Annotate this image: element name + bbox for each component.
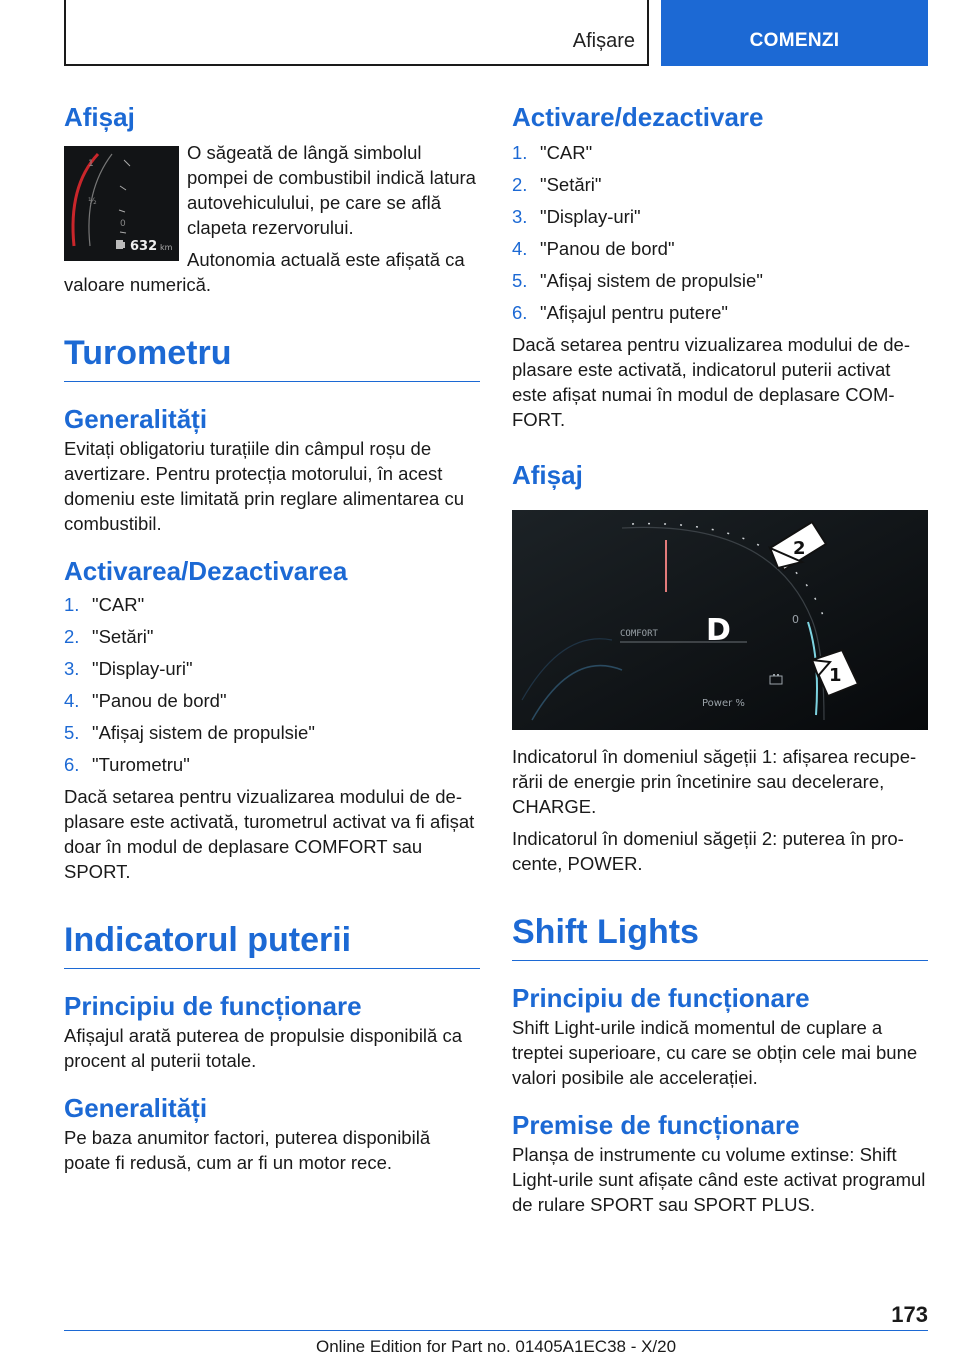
list-item: 1. "CAR" — [64, 594, 145, 615]
premise-paragraph: Planșa de instrumente cu volume extinse: Shift Light-urile sunt afișate când este activat programul de rulare SPORT sau SPORT PLUS. — [512, 1144, 926, 1215]
section-label: Afișare — [572, 30, 635, 52]
afisaj-right-paragraph-1: Indicatorul în domeniul săgeții 1: afișarea recuperării de energie prin încetinire sau decelerare, CHARGE. — [512, 746, 917, 817]
list-item: 3. "Display-uri" — [512, 206, 641, 227]
list-item: 5. "Afișaj sistem de propulsie" — [512, 270, 763, 291]
list-item: 3. "Display-uri" — [64, 658, 193, 679]
generalitati-paragraph-1: Evitați obligatoriu turațiile din câmpul roșu de avertizare. Pentru protecția motorului, în acest domeniu este limitată prin reglare alimentarea cu combustibil. — [64, 438, 465, 534]
mode-label: COMFORT — [620, 629, 658, 639]
left-steps-list — [64, 592, 480, 777]
principiu-paragraph-right: Shift Light-urile indică momentul de cuplare a treptei superioare, cu care se obțin cele mai bune valori posibile ale accelerației. — [512, 1017, 918, 1088]
fuel-mark-half: ½ — [88, 197, 97, 207]
fuel-mark-empty: 0 — [120, 219, 126, 229]
afisaj-right-paragraph-2: Indicatorul în domeniul săgeții 2: puterea în procente, POWER. — [512, 828, 904, 874]
footer-divider — [64, 1330, 928, 1331]
list-item: 2. "Setări" — [64, 626, 154, 647]
principiu-heading-right: Principiu de funcționare — [512, 983, 810, 1013]
power-display-image — [512, 510, 928, 730]
list-item: 6. "Turometru" — [64, 754, 190, 775]
page-header — [64, 0, 928, 66]
list-item: 1. "CAR" — [512, 142, 593, 163]
indicatorul-heading: Indicatorul puterii — [64, 921, 352, 959]
principiu-heading-left: Principiu de funcționare — [64, 991, 362, 1021]
generalitati-paragraph-2: Pe baza anumitor factori, puterea disponibilă poate fi redusă, cum ar fi un motor rece. — [64, 1127, 431, 1173]
afisaj-heading-right: Afișaj — [512, 460, 583, 490]
arrow-1-label: 1 — [829, 665, 842, 686]
generalitati-heading-1: Generalități — [64, 404, 208, 434]
generalitati-heading-2: Generalități — [64, 1093, 208, 1123]
chapter-tab — [661, 0, 928, 66]
power-zero-mark: 0 — [792, 613, 799, 626]
activare-heading: Activare/dezactivare — [512, 102, 764, 132]
list-item: 4. "Panou de bord" — [512, 238, 675, 259]
activarea-paragraph: Dacă setarea pentru vizualizarea modului de deplasare este activată, turometrul activat va fi afișat doar în modul de deplasare COMFORT sau SPORT. — [64, 786, 475, 882]
shift-lights-heading: Shift Lights — [512, 913, 699, 951]
activarea-heading: Activarea/Dezactivarea — [64, 556, 348, 586]
activare-paragraph: Dacă setarea pentru vizualizarea modului de deplasare este activată, indicatorul puterii activat este afișat numai în modul de deplasare COMFORT. — [512, 334, 910, 430]
list-item: 6. "Afișajul pentru putere" — [512, 302, 728, 323]
power-label: Power % — [702, 698, 745, 709]
afisaj-paragraph-1: O săgeată de lângă simbolul pompei de combustibil indică latura autovehiculului, pe care se află clapeta rezervorului. — [187, 142, 476, 238]
list-item: 5. "Afișaj sistem de propulsie" — [64, 722, 315, 743]
turometru-heading-wrap — [64, 331, 480, 382]
indicatorul-heading-wrap — [64, 918, 480, 969]
arrow-2-label: 2 — [793, 538, 806, 559]
left-column — [64, 100, 480, 1175]
principiu-paragraph-left: Afișajul arată puterea de propulsie disponibilă ca procent al puterii totale. — [64, 1025, 463, 1071]
chapter-label: COMENZI — [749, 30, 840, 51]
fuel-mark-full: 1 — [88, 159, 94, 169]
page-number: 173 — [891, 1302, 928, 1327]
fuel-gauge-image — [64, 146, 179, 261]
shift-heading-wrap — [512, 910, 928, 961]
range-unit: km — [160, 243, 173, 252]
afisaj-paragraph-2: Autonomia actuală este afișată ca valoare numerică. — [64, 249, 465, 295]
turometru-heading: Turometru — [64, 334, 232, 372]
premise-heading: Premise de funcționare — [512, 1110, 800, 1140]
afisaj-heading: Afișaj — [64, 102, 135, 132]
right-steps-list — [512, 140, 928, 325]
edition-text: Online Edition for Part no. 01405A1EC38 - X/20 — [316, 1337, 677, 1356]
list-item: 4. "Panou de bord" — [64, 690, 227, 711]
section-tab — [64, 0, 649, 66]
list-item: 2. "Setări" — [512, 174, 602, 195]
right-column — [512, 100, 928, 1217]
range-value: 632 — [130, 239, 158, 254]
gear-indicator: D — [706, 613, 731, 648]
